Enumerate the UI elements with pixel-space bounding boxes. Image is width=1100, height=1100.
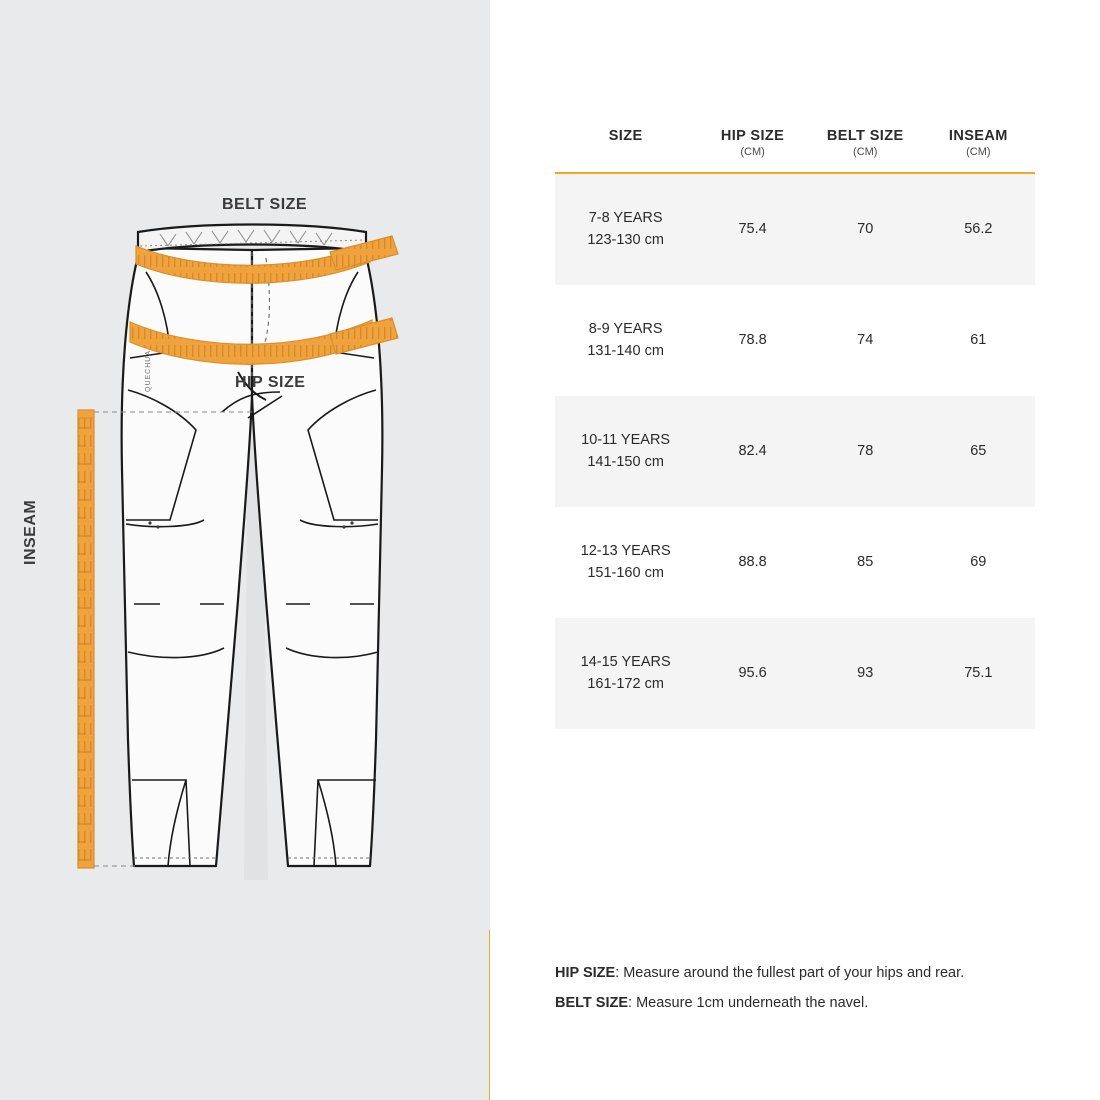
size-age: 8-9 YEARS (588, 321, 663, 338)
column-header-belt-unit: (CM) (853, 146, 878, 158)
cell-size (555, 396, 696, 507)
inseam-tape (78, 410, 94, 868)
cell-belt: 78 (809, 396, 922, 507)
size-age: 14-15 YEARS (580, 654, 671, 671)
cell-hip: 88.8 (738, 553, 767, 570)
size-height: 161-172 cm (587, 675, 664, 692)
note-belt (555, 992, 1085, 1014)
size-height: 131-140 cm (587, 342, 664, 359)
size-height: 123-130 cm (587, 231, 664, 248)
cell-belt: 93 (809, 618, 922, 729)
column-header-belt-label: BELT SIZE (826, 128, 904, 144)
note-hip (555, 962, 1085, 984)
table-row (555, 507, 1035, 618)
column-header-hip-label: HIP SIZE (720, 128, 785, 144)
cell-belt: 70 (809, 173, 922, 285)
cell-size (555, 507, 696, 618)
size-table (555, 128, 1035, 729)
table-header (555, 128, 1035, 173)
column-header-size (555, 128, 696, 173)
inseam-tape-top (78, 410, 94, 418)
measurement-notes (555, 962, 1085, 1023)
cell-hip: 82.4 (696, 396, 809, 507)
cell-belt: 85 (857, 553, 874, 570)
note-belt-text: : Measure 1cm underneath the navel. (628, 995, 869, 1012)
cell-hip: 78.8 (738, 331, 767, 348)
column-header-inseam (922, 128, 1035, 173)
table-header-row (555, 128, 1035, 173)
inseam-label: INSEAM (22, 499, 39, 565)
column-header-belt (809, 128, 922, 173)
size-age: 7-8 YEARS (588, 210, 663, 227)
cell-inseam: 75.1 (922, 618, 1035, 729)
column-header-size-label: SIZE (608, 128, 643, 144)
content-panel (490, 0, 1100, 1100)
column-header-inseam-unit: (CM) (966, 146, 991, 158)
illustration-panel (0, 0, 490, 1100)
cell-size (555, 173, 696, 285)
cell-hip: 95.6 (696, 618, 809, 729)
hip-size-label: HIP SIZE (235, 374, 306, 391)
cell-size (555, 618, 696, 729)
cell-inseam: 69 (970, 553, 987, 570)
size-age: 12-13 YEARS (580, 543, 671, 560)
cell-inseam: 61 (970, 331, 987, 348)
table-row (555, 396, 1035, 507)
cell-size (555, 285, 696, 396)
table-row (555, 285, 1035, 396)
cell-inseam: 56.2 (922, 173, 1035, 285)
size-age: 10-11 YEARS (581, 432, 671, 449)
column-header-inseam-label: INSEAM (948, 128, 1008, 144)
cell-inseam: 65 (922, 396, 1035, 507)
waistband (138, 225, 366, 253)
table-row (555, 618, 1035, 729)
cell-hip: 75.4 (696, 173, 809, 285)
note-hip-term: HIP SIZE (555, 965, 616, 981)
table-body (555, 173, 1035, 729)
size-height: 141-150 cm (587, 453, 664, 470)
belt-size-label: BELT SIZE (222, 196, 308, 213)
column-header-hip-unit: (CM) (740, 146, 765, 158)
size-height: 151-160 cm (587, 564, 664, 581)
column-header-hip (696, 128, 809, 173)
cell-belt: 74 (857, 331, 874, 348)
note-belt-term: BELT SIZE (555, 995, 629, 1012)
trousers-illustration (0, 0, 490, 1100)
brand-label: QUECHUA (145, 349, 152, 392)
table-row (555, 173, 1035, 285)
note-hip-text: : Measure around the fullest part of your hips and rear. (615, 965, 965, 981)
